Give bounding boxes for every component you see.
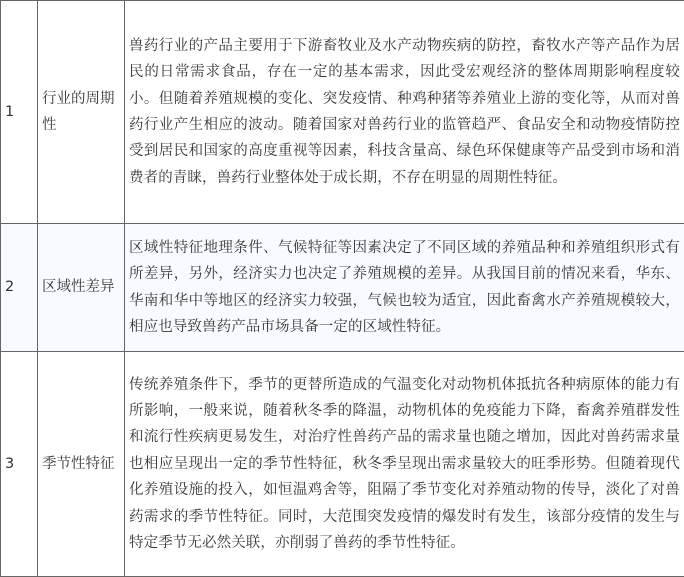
characteristic-description: 兽药行业的产品主要用于下游畜牧业及水产动物疾病的防控，畜牧水产等产品作为居民的日常需求食品，存在一定的基本需求，因此受宏观经济的整体周期影响程度较小。但随着养殖规模的变化、突发疫情、种鸡种猪等养殖业上游的变化等，从而对兽药行业产生相应的波动。随着国家对兽药行业的监管趋严、食品安全和动物疫情防控受到居民和国家的高度重视等因素，科技含量高、绿色环保健康等产品受到市场和消费者的青睐，兽药行业整体处于成长期，不存在明显的周期性特征。 <box>125 1 684 224</box>
characteristic-name: 行业的周期性 <box>38 1 125 224</box>
table-row <box>1 1 684 224</box>
characteristic-description: 区域性特征地理条件、气候特征等因素决定了不同区域的养殖品种和养殖组织形式有所差异，另外，经济实力也决定了养殖规模的差异。从我国目前的情况来看，华东、华南和华中等地区的经济实力较强，气候也较为适宜，因此畜禽水产养殖规模较大，相应也导致兽药产品市场具备一定的区域性特征。 <box>125 224 684 352</box>
table-body <box>1 1 684 577</box>
row-index: 3 <box>1 352 38 577</box>
characteristic-name: 季节性特征 <box>38 352 125 577</box>
characteristic-description: 传统养殖条件下，季节的更替所造成的气温变化对动物机体抵抗各种病原体的能力有所影响，一般来说，随着秋冬季的降温，动物机体的免疫能力下降，畜禽养殖群发性和流行性疾病更易发生，对治疗性兽药产品的需求量也随之增加，因此对兽药需求量也相应呈现出一定的季节性特征，秋冬季呈现出需求量较大的旺季形势。但随着现代化养殖设施的投入，如恒温鸡舍等，阻隔了季节变化对养殖动物的传导，淡化了对兽药需求的季节性特征。同时，大范围突发疫情的爆发时有发生，该部分疫情的发生与特定季节无必然关联，亦削弱了兽药的季节性特征。 <box>125 352 684 577</box>
table-row <box>1 224 684 352</box>
row-index: 1 <box>1 1 38 224</box>
table-row <box>1 352 684 577</box>
characteristic-name: 区域性差异 <box>38 224 125 352</box>
row-index: 2 <box>1 224 38 352</box>
